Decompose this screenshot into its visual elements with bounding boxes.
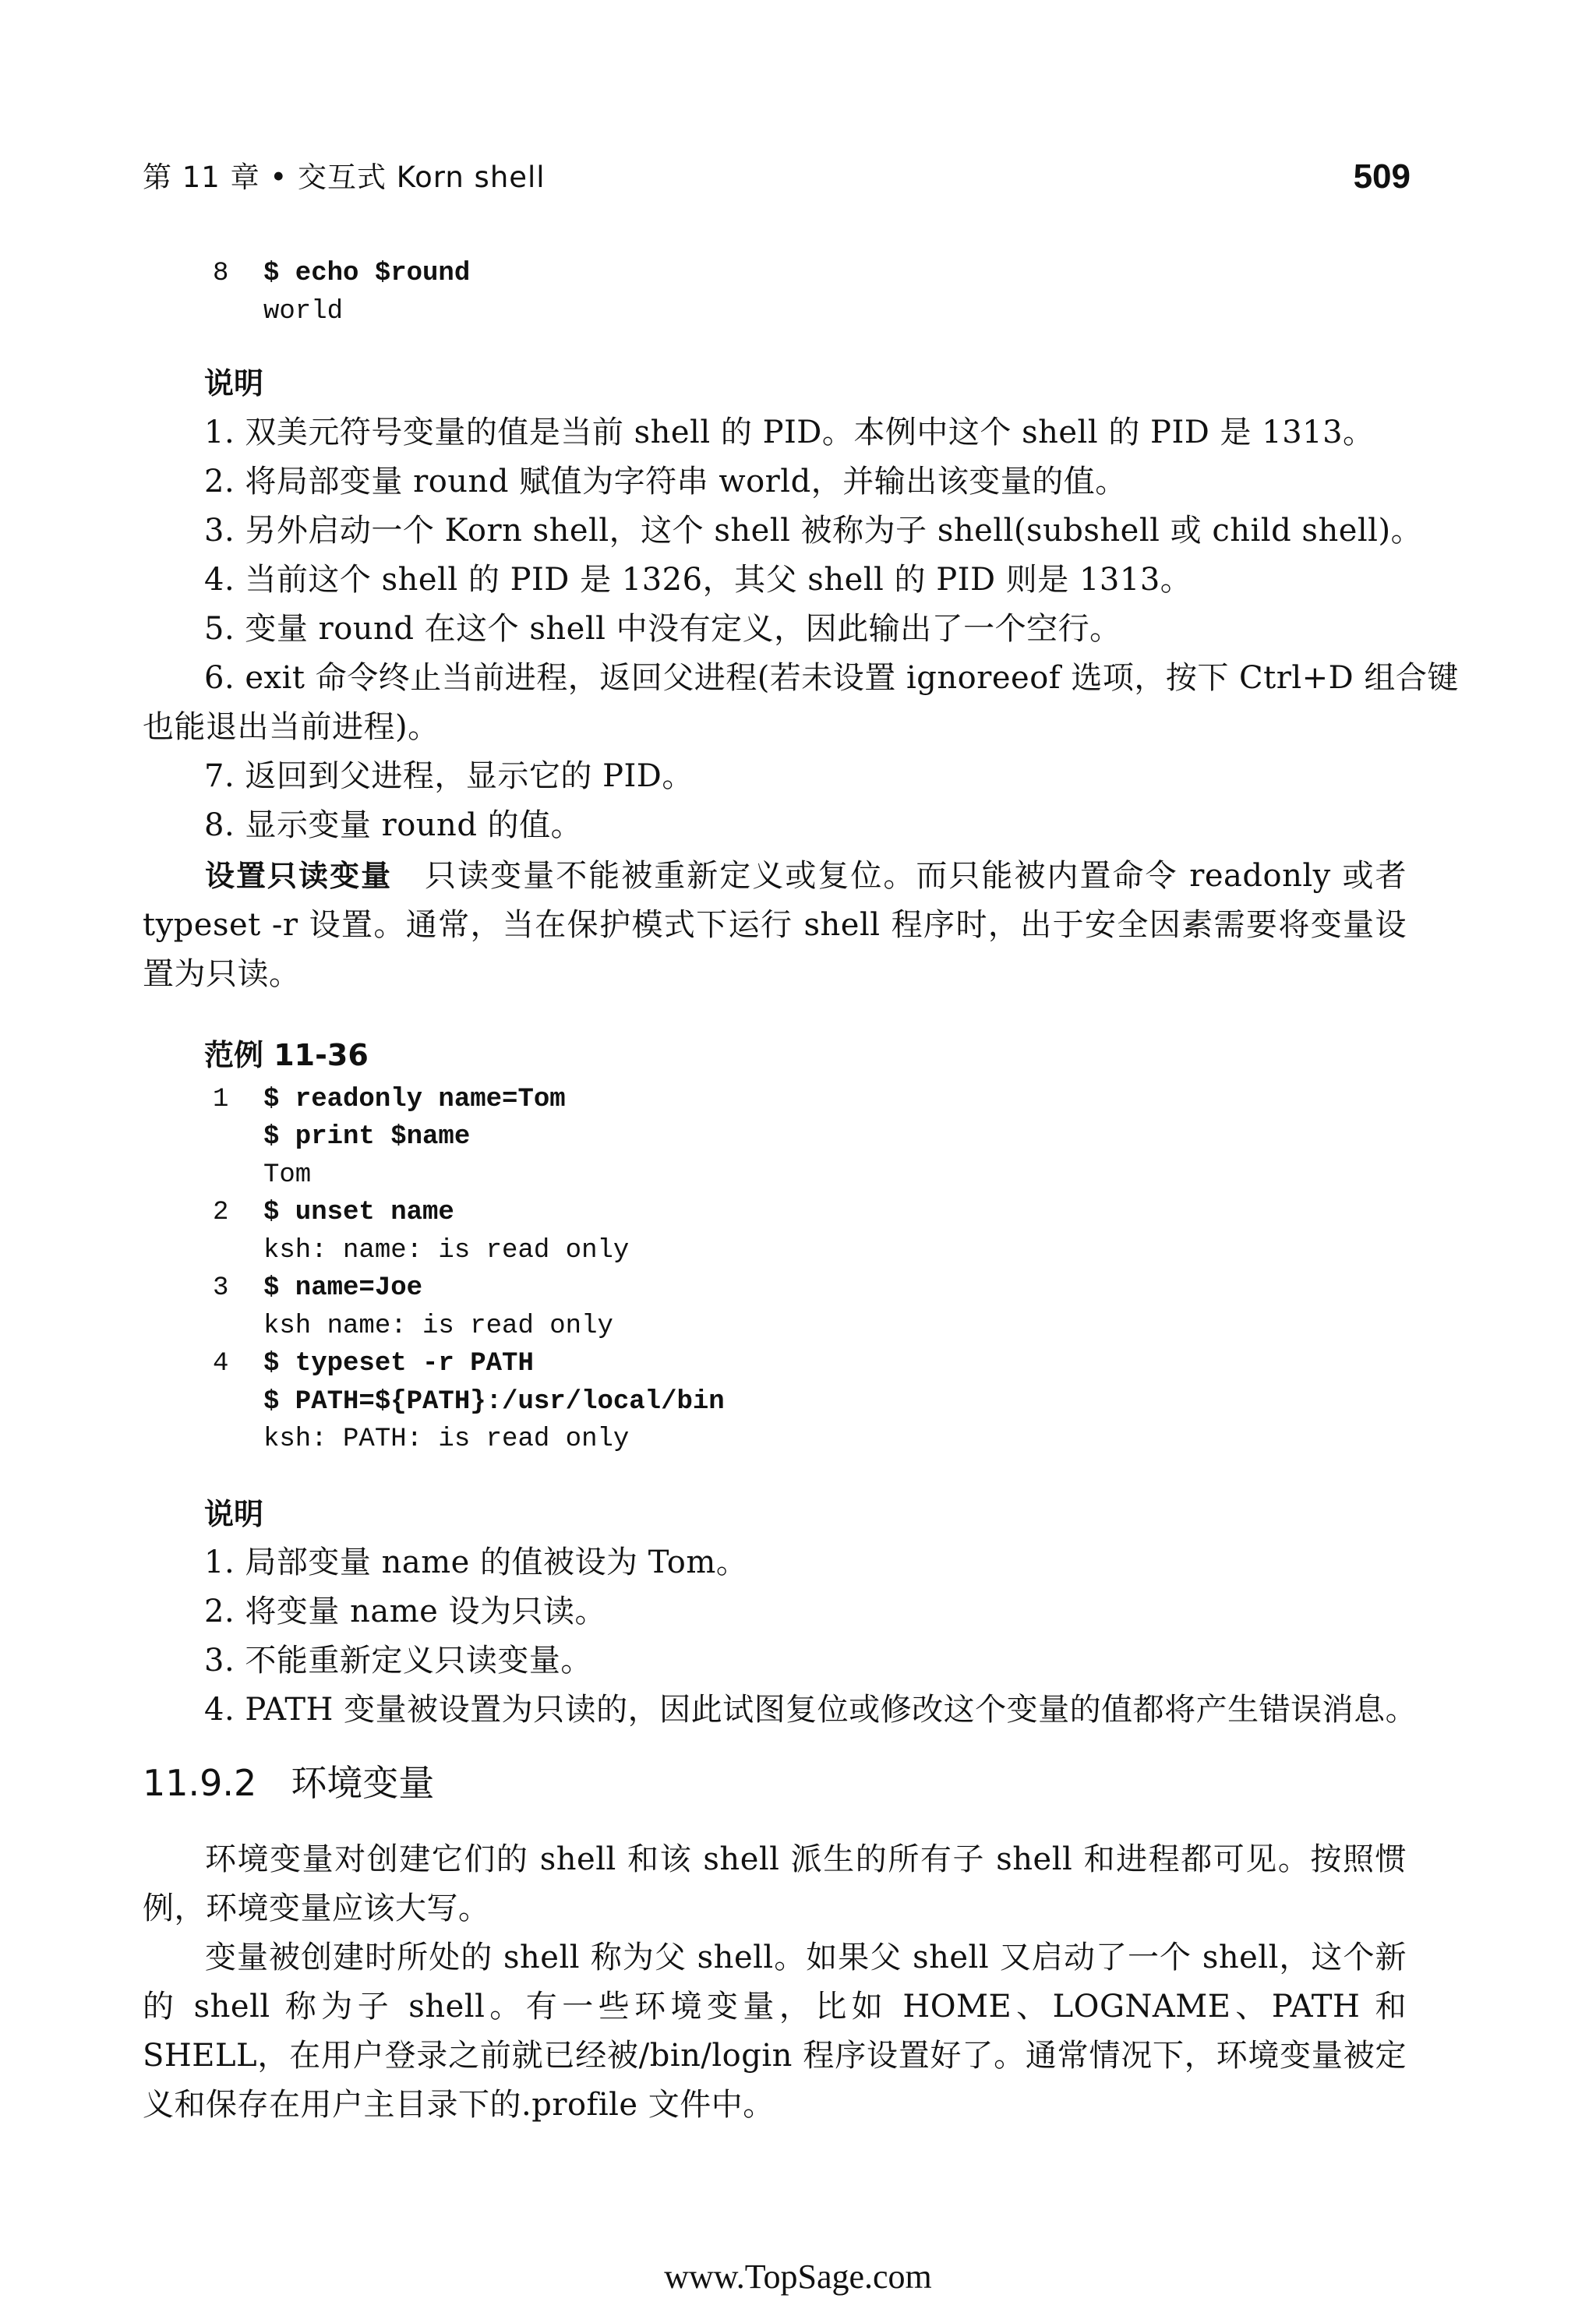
note-item: 1. 双美元符号变量的值是当前 shell 的 PID。本例中这个 shell 的 PID 是 1313。 (204, 415, 1375, 450)
code-line-number: 3 (213, 1273, 229, 1303)
code-command: $ name=Joe (263, 1273, 423, 1303)
code-output: world (263, 297, 344, 327)
code-output: ksh: PATH: is read only (263, 1425, 630, 1454)
note-item: 3. 另外启动一个 Korn shell，这个 shell 被称为子 shell(subshell 或 child shell)。 (204, 513, 1423, 549)
example-title: 范例 11-36 (204, 1038, 369, 1072)
notes-heading: 说明 (204, 366, 264, 401)
code-line-number: 4 (213, 1349, 229, 1379)
section-heading (143, 1760, 434, 1806)
body-paragraph: 变量被创建时所处的 shell 称为父 shell。如果父 shell 又启动了一个 shell，这个新的 shell 称为子 shell。有一些环境变量，比如 HOME、LOGNAME、PATH 和 SHELL，在用户登录之前就已经被/bin/login 程序设置好了。通常情况下，环境变量被定义和保存在用户主目录下的.profile 文件中。 (143, 1940, 1407, 2123)
footer-url: www.TopSage.com (664, 2258, 932, 2296)
code-line-number: 8 (213, 259, 229, 288)
code-command: $ PATH=${PATH}:/usr/local/bin (263, 1387, 725, 1417)
notes-heading: 说明 (204, 1497, 264, 1531)
note-item-continued: 也能退出当前进程)。 (143, 709, 440, 745)
code-line-number: 2 (213, 1198, 229, 1227)
paragraph-term: 设置只读变量 (205, 859, 393, 893)
note-item: 3. 不能重新定义只读变量。 (204, 1643, 592, 1679)
note-item: 4. 当前这个 shell 的 PID 是 1326，其父 shell 的 PID 则是 1313。 (204, 562, 1192, 598)
note-item: 8. 显示变量 round 的值。 (204, 807, 583, 843)
code-output: ksh: name: is read only (263, 1236, 630, 1266)
body-paragraph: 环境变量对创建它们的 shell 和该 shell 派生的所有子 shell 和进程都可见。按照惯例，环境变量应该大写。 (143, 1841, 1407, 1926)
note-item: 1. 局部变量 name 的值被设为 Tom。 (204, 1545, 748, 1580)
note-item: 2. 将变量 name 设为只读。 (204, 1594, 607, 1629)
note-item: 7. 返回到父进程，显示它的 PID。 (204, 758, 694, 794)
page-number: 509 (1353, 157, 1411, 196)
note-item: 6. exit 命令终止当前进程，返回父进程(若未设置 ignoreeof 选项，按下 Ctrl+D 组合键 (204, 660, 1459, 696)
code-output: Tom (263, 1160, 312, 1190)
section-number: 11.9.2 (143, 1762, 257, 1804)
code-command: $ print $name (263, 1122, 471, 1152)
note-item: 4. PATH 变量被设置为只读的，因此试图复位或修改这个变量的值都将产生错误消息。 (204, 1692, 1418, 1728)
section-title: 环境变量 (291, 1762, 435, 1804)
readonly-paragraph: 设置只读变量 只读变量不能被重新定义或复位。而只能被内置命令 readonly 或者 typeset -r 设置。通常，当在保护模式下运行 shell 程序时，出于安全因素需要将变量设置为只读。 (143, 858, 1407, 992)
code-command: $ echo $round (263, 259, 471, 288)
running-header: 第 11 章 • 交互式 Korn shell (143, 161, 546, 194)
code-command: $ typeset -r PATH (263, 1349, 534, 1379)
code-line-number: 1 (213, 1085, 229, 1114)
code-command: $ readonly name=Tom (263, 1085, 566, 1114)
note-item: 2. 将局部变量 round 赋值为字符串 world，并输出该变量的值。 (204, 464, 1127, 500)
code-output: ksh name: is read only (263, 1312, 613, 1341)
code-command: $ unset name (263, 1198, 454, 1227)
note-item: 5. 变量 round 在这个 shell 中没有定义，因此输出了一个空行。 (204, 611, 1121, 647)
